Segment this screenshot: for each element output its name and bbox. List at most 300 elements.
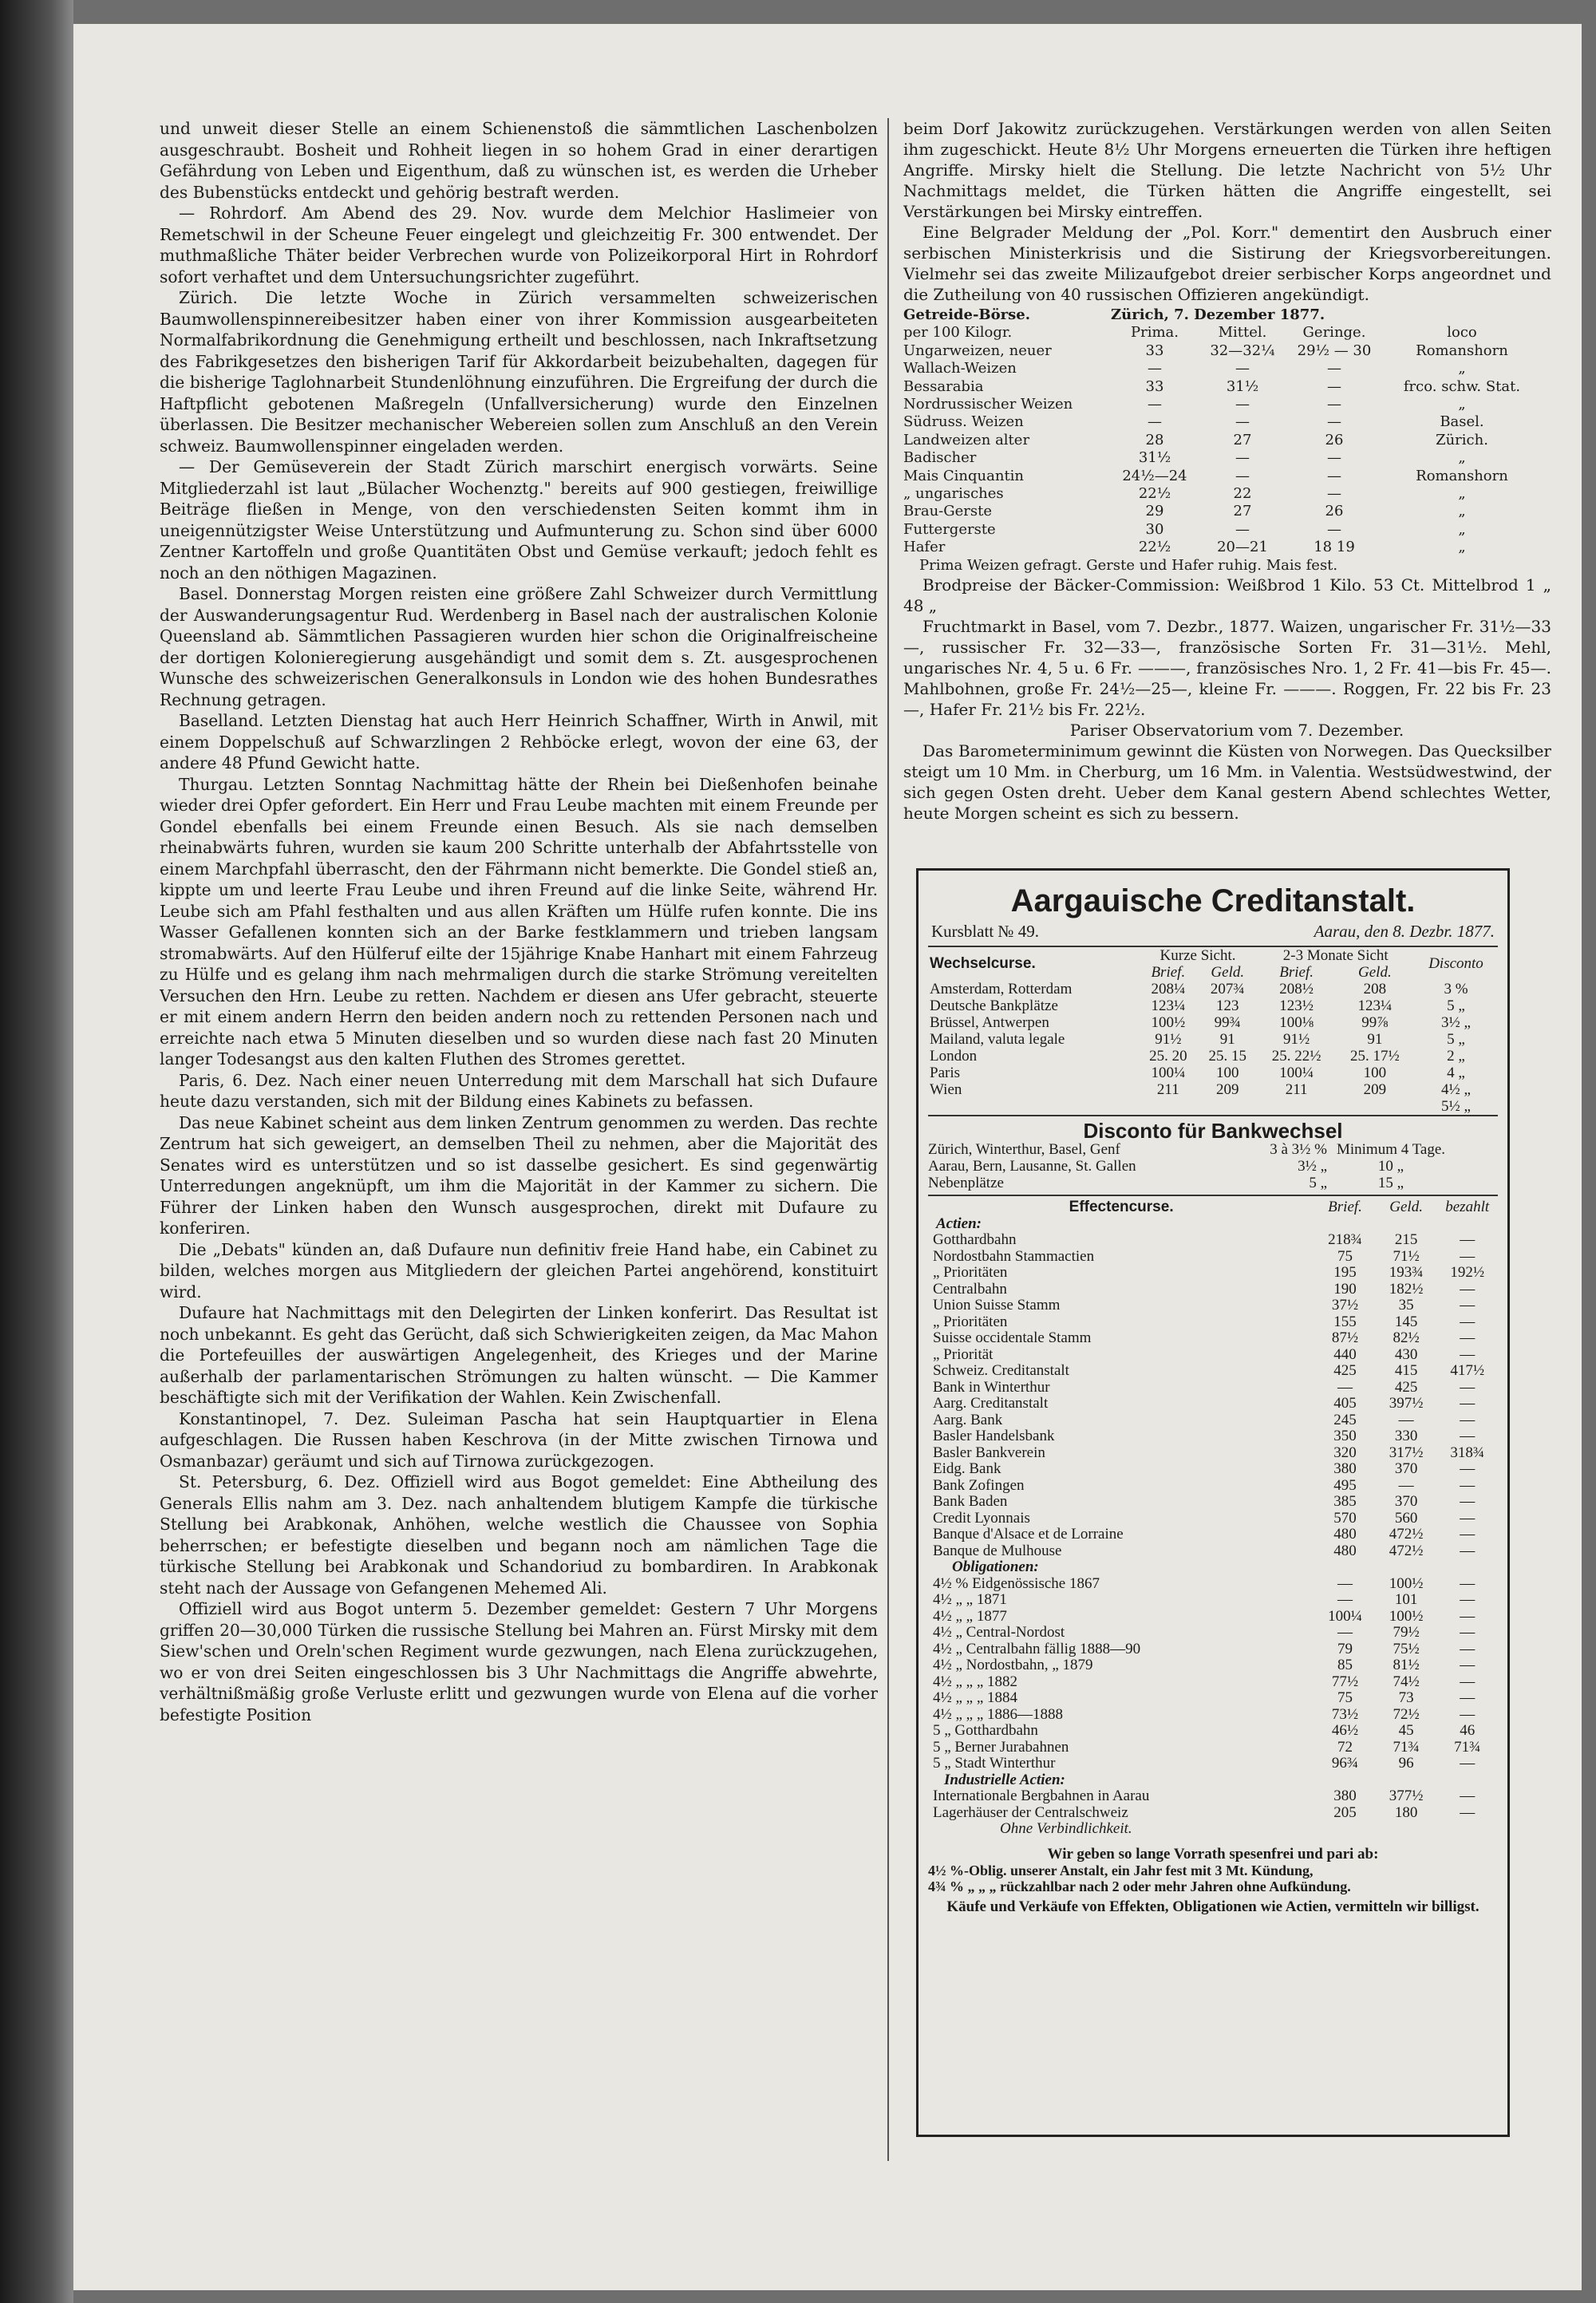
price-cell: 72: [1337, 1738, 1353, 1756]
price-cell: 480: [1333, 1542, 1357, 1559]
indust-row: [928, 1805, 1498, 1822]
market-cell: Mais Cinquantin: [903, 467, 1025, 484]
price-cell: —: [1460, 1542, 1476, 1559]
price-cell: 385: [1333, 1493, 1357, 1511]
market-cell: Wallach-Weizen: [903, 360, 1017, 377]
price-cell: 430: [1394, 1345, 1418, 1363]
market-cell: —: [1235, 449, 1250, 467]
wechsel-row: [928, 981, 1498, 997]
market-cell: 33: [1145, 342, 1164, 359]
wechsel-row: [928, 1065, 1498, 1081]
market-cell: 22: [1233, 485, 1252, 503]
price-cell: 71¾: [1393, 1738, 1420, 1756]
price-cell: 405: [1333, 1395, 1357, 1412]
price-cell: 370: [1394, 1493, 1418, 1511]
price-cell: 370: [1394, 1460, 1418, 1478]
wechsel-row: [928, 1014, 1498, 1031]
actien-row: [928, 1265, 1498, 1282]
market-cell: —: [1327, 467, 1341, 484]
price-cell: —: [1460, 1755, 1476, 1772]
oblig-row: [928, 1740, 1498, 1756]
article-paragraph: Das neue Kabinet scheint aus dem linken Zentrum genommen zu werden. Das rechte Zentrum hat sich geweigert, an demselben Theil zu nehmen, aber die Majorität des Senates wird es unterstützen und so ist dasselbe gesichert. Es sind gegenwärtig Unterredungen angeknüpft, um ihm die Majorität in der Kammer zu sichern. Die Führer der Linken haben den Wunsch ausgesprochen, direkt mit Dufaure zu konferiren.: [160, 1112, 878, 1238]
oblig-row: [928, 1723, 1498, 1740]
price-cell: 145: [1394, 1313, 1418, 1330]
actien-rows: [928, 1232, 1498, 1559]
price-cell: 425: [1333, 1362, 1357, 1380]
price-cell: 100½: [1389, 1607, 1424, 1625]
indust-title: Industrielle Actien:: [944, 1771, 1065, 1788]
brief-header: Brief.: [1151, 963, 1186, 981]
security-name: „ Prioritäten: [933, 1264, 1008, 1282]
place-name: Brüssel, Antwerpen: [930, 1013, 1049, 1031]
market-row: [903, 378, 1551, 396]
wechsel-row: [928, 1081, 1498, 1098]
price-cell: 318¾: [1450, 1444, 1485, 1461]
price-cell: 75: [1337, 1247, 1353, 1265]
rate-cell: 211: [1285, 1080, 1308, 1098]
market-cell: 26: [1325, 431, 1344, 448]
market-cell: —: [1327, 520, 1341, 538]
rate-cell: 25. 15: [1208, 1047, 1247, 1065]
market-cell: —: [1235, 360, 1250, 377]
price-cell: —: [1460, 1607, 1476, 1625]
oblig-row: [928, 1592, 1498, 1609]
price-cell: 96: [1398, 1755, 1414, 1772]
rate-cell: 3½ „: [1441, 1013, 1471, 1031]
market-date: Zürich, 7. Dezember 1877.: [1111, 306, 1325, 323]
oblig-row: [928, 1576, 1498, 1593]
actien-row: [928, 1298, 1498, 1314]
market-cell: —: [1148, 360, 1162, 377]
rate-cell: 208½: [1279, 980, 1314, 997]
price-cell: —: [1460, 1526, 1476, 1543]
market-cell: Südruss. Weizen: [903, 413, 1024, 431]
market-cell: Futtergerste: [903, 520, 996, 538]
security-name: „ Prioritäten: [933, 1313, 1008, 1330]
oblig-rows: [928, 1576, 1498, 1772]
kursblatt-number: Kursblatt № 49.: [931, 922, 1039, 941]
rate-cell: 5 „: [1447, 997, 1465, 1014]
effecten-title: Effectencurse.: [1069, 1199, 1174, 1216]
rate-cell: 3 %: [1444, 980, 1468, 997]
market-cell: 18 19: [1314, 539, 1355, 556]
disconto-rows: [928, 1141, 1498, 1191]
disconto-row: [928, 1175, 1498, 1191]
market-title: Getreide-Börse.: [903, 306, 1030, 323]
price-cell: 472½: [1389, 1526, 1424, 1543]
price-cell: 46: [1460, 1722, 1476, 1740]
price-cell: 397½: [1389, 1395, 1424, 1412]
wechsel-table: [928, 946, 1498, 1116]
security-name: 4½ „ „ „ 1882: [933, 1673, 1018, 1690]
actien-row: [928, 1249, 1498, 1266]
divider: [928, 1195, 1498, 1196]
rate-cell: 123½: [1279, 997, 1314, 1014]
price-cell: 75½: [1393, 1640, 1420, 1657]
price-cell: 82½: [1393, 1329, 1420, 1347]
rate-cell: 100¼: [1279, 1064, 1314, 1081]
market-cell: 27: [1233, 503, 1252, 520]
wechsel-row: [928, 1031, 1498, 1048]
security-name: Eidg. Bank: [933, 1460, 1001, 1478]
price-cell: 73½: [1331, 1705, 1359, 1723]
footer-line: Wir geben so lange Vorrath spesenfrei und pari ab:: [1047, 1845, 1379, 1863]
market-cell: —: [1327, 396, 1341, 413]
wechsel-row: [928, 997, 1498, 1014]
article-paragraph: Fruchtmarkt in Basel, vom 7. Dezbr., 1877. Waizen, ungarischer Fr. 31½—33—, russischer Fr. 32—33—, französische Sorten Fr. 31—31½. Mehl, ungarisches Nr. 4, 5 u. 6 Fr. ———, französisches Nro. 1, 2 Fr. 41—bis Fr. 45—. Mahlbohnen, große Fr. 24½—25—, kleine Fr. ———. Roggen, Fr. 22 bis Fr. 23—, Hafer Fr. 21½ bis Fr. 22½.: [903, 617, 1551, 720]
price-cell: 73: [1398, 1689, 1414, 1707]
price-cell: —: [1460, 1329, 1476, 1347]
article-paragraph: Thurgau. Letzten Sonntag Nachmittag hätte der Rhein bei Dießenhofen beinahe wieder drei Opfer gefordert. Ein Herr und Frau Leube machten mit einem Freunde per Gondel ebenfalls bei einem Freunde einen Besuch. Als sie nach demselben rheinabwärts fuhren, wurden sie kaum 200 Schritte unterhalb der Abfahrtsstelle von einem Marchpfahl überrascht, den der Fährmann nicht bemerkte. Die Gondel stieß an, kippte um und leerte Frau Leube und ihren Freund auf die linke Seite, während Hr. Leube sich am Pfahl festhalten und aus allen Kräften um Hülfe rufen konnte. Die ins Wasser Gefallenen konnten sich an der Barke festklammern und trieben langsam stromabwärts. Auf den Hülferuf eilte der 15jährige Knabe Hanhart mit einem Fahrzeug zu Hülfe und es gelang ihm nach mehrmaligen durch die starke Strömung vereitelten Versuchen den Hrn. Leube zu retten. Nachdem er diesen ans Ufer gebracht, steuerte er mit einem andern Herrn den beiden andern noch zu rettenden Personen nach und erreichte nach etwa 5 Minuten dieselben und so wurden diese nach fast 20 Minuten langer Todesangst aus den kalten Fluthen des Stromes gerettet.: [160, 774, 878, 1069]
market-cell: —: [1327, 449, 1341, 467]
disconto-cell: 3 à 3½ %: [1270, 1141, 1327, 1159]
actien-title: Actien:: [936, 1215, 982, 1232]
market-cell: 24½—24: [1122, 467, 1187, 484]
actien-row: [928, 1445, 1498, 1462]
disconto-cell: 3½ „: [1298, 1158, 1327, 1175]
actien-row: [928, 1412, 1498, 1429]
price-cell: —: [1337, 1378, 1353, 1396]
price-cell: 377½: [1389, 1787, 1424, 1805]
oblig-row: [928, 1690, 1498, 1707]
price-cell: —: [1460, 1313, 1476, 1330]
price-cell: 245: [1333, 1411, 1357, 1428]
price-cell: —: [1460, 1803, 1476, 1821]
rate-cell: 123¼: [1151, 997, 1186, 1014]
security-name: 4½ „ Centralbahn fällig 1888—90: [933, 1640, 1141, 1657]
price-cell: 81½: [1393, 1657, 1420, 1674]
market-row: [903, 396, 1551, 413]
actien-row: [928, 1543, 1498, 1560]
price-cell: 79½: [1393, 1624, 1420, 1641]
rate-cell: 91: [1367, 1030, 1383, 1048]
rate-cell: 123: [1216, 997, 1239, 1014]
market-row: [903, 468, 1551, 485]
market-cell: —: [1327, 413, 1341, 431]
rate-cell: 91½: [1282, 1030, 1310, 1048]
price-cell: 417½: [1450, 1362, 1485, 1380]
security-name: 4½ „ „ „ 1884: [933, 1689, 1018, 1707]
price-cell: —: [1460, 1657, 1476, 1674]
col-mittel: Mittel.: [1218, 324, 1267, 342]
price-cell: 74½: [1393, 1673, 1420, 1690]
market-row: [903, 449, 1551, 467]
price-cell: —: [1398, 1411, 1414, 1428]
price-cell: 317½: [1389, 1444, 1424, 1461]
disconto-cell: 10 „: [1377, 1158, 1404, 1175]
rate-cell: 209: [1363, 1080, 1387, 1098]
market-cell: Badischer: [903, 449, 977, 467]
rate-cell: 25. 22½: [1271, 1047, 1321, 1065]
market-cell: 33: [1145, 377, 1164, 395]
ohne-verbindlichkeit: Ohne Verbindlichkeit.: [1000, 1820, 1132, 1838]
brief-header: Brief.: [1279, 963, 1314, 981]
col-geringe: Geringe.: [1302, 324, 1366, 342]
place-name: Amsterdam, Rotterdam: [930, 980, 1073, 997]
disconto-cell: Aarau, Bern, Lausanne, St. Gallen: [928, 1158, 1136, 1175]
actien-row: [928, 1380, 1498, 1396]
kurze-sicht-header: Kurze Sicht.: [1159, 946, 1236, 964]
market-cell: 30: [1145, 520, 1164, 538]
price-cell: 193¾: [1389, 1264, 1424, 1282]
price-cell: —: [1460, 1640, 1476, 1657]
security-name: Aarg. Creditanstalt: [933, 1395, 1049, 1412]
market-cell: Romanshorn: [1416, 342, 1508, 359]
market-cell: —: [1327, 360, 1341, 377]
article-paragraph: Brodpreise der Bäcker-Commission: Weißbrod 1 Kilo. 53 Ct. Mittelbrod 1 „ 48 „: [903, 575, 1551, 616]
grain-market-table: [903, 306, 1551, 575]
disconto-cell: Nebenplätze: [928, 1175, 1004, 1192]
security-name: 5 „ Berner Jurabahnen: [933, 1738, 1069, 1756]
market-cell: 22½: [1138, 485, 1171, 503]
market-cell: Bessarabia: [903, 377, 984, 395]
price-cell: 415: [1394, 1362, 1418, 1380]
market-cell: 20—21: [1217, 539, 1268, 556]
market-header: [903, 306, 1551, 324]
price-cell: 155: [1333, 1313, 1357, 1330]
price-cell: —: [1460, 1673, 1476, 1690]
market-cell: 29½ — 30: [1297, 342, 1372, 359]
market-rows: [903, 342, 1551, 557]
price-cell: —: [1460, 1493, 1476, 1511]
security-name: Gotthardbahn: [933, 1231, 1017, 1249]
rate-cell: 100: [1216, 1064, 1239, 1081]
actien-row: [928, 1461, 1498, 1478]
article-paragraph: Das Barometerminimum gewinnt die Küsten von Norwegen. Das Quecksilber steigt um 10 Mm. in Cherburg, um 16 Mm. in Valentia. Westsüdwestwind, der sich gegen Osten dreht. Ueber dem Kanal gestern Abend schlechtes Wetter, heute Morgen scheint es sich zu bessern.: [903, 741, 1551, 824]
rate-cell: 123¼: [1357, 997, 1393, 1014]
rate-cell: 100½: [1151, 1013, 1186, 1031]
price-cell: —: [1460, 1460, 1476, 1478]
market-cell: —: [1235, 413, 1250, 431]
price-cell: —: [1337, 1591, 1353, 1609]
market-cell: 29: [1145, 503, 1164, 520]
price-cell: 425: [1394, 1378, 1418, 1396]
col-prima: Prima.: [1131, 324, 1179, 342]
disconto-row: [928, 1141, 1498, 1158]
security-name: Credit Lyonnais: [933, 1509, 1030, 1527]
rate-cell: 25. 20: [1149, 1047, 1187, 1065]
rate-cell: 4½ „: [1441, 1080, 1471, 1098]
security-name: Banque de Mulhouse: [933, 1542, 1062, 1559]
article-paragraph: Konstantinopel, 7. Dez. Suleiman Pascha hat sein Hauptquartier in Elena aufgeschlagen. Die Russen haben Keschrova (in der Mitte zwischen Tirnowa und Osmanbazar) geräumt und sich auf Tirnowa zurückgezogen.: [160, 1408, 878, 1471]
rate-cell: 209: [1216, 1080, 1239, 1098]
price-cell: 79: [1337, 1640, 1353, 1657]
security-name: Schweiz. Creditanstalt: [933, 1362, 1069, 1380]
security-name: Bank Zofingen: [933, 1476, 1025, 1494]
market-cell: „: [1458, 396, 1466, 413]
col-loco: loco: [1447, 324, 1477, 342]
price-cell: 72½: [1393, 1705, 1420, 1723]
ad-title: Aargauische Creditanstalt.: [1010, 883, 1416, 918]
place-name: London: [930, 1047, 978, 1065]
price-cell: 180: [1394, 1803, 1418, 1821]
article-paragraph: St. Petersburg, 6. Dez. Offiziell wird aus Bogot gemeldet: Eine Abtheilung des Generals Ellis nahm am 3. Dez. nach anhaltendem blutigem Kampfe die türkische Stellung bei Arabkonak, Anhöhen, welche westlich die Chaussee von Sophia beherrschen; er befestigte dieselben und begann noch am nämlichen Tage die türkische Stellung bei Arabkonak und Schandoriud zu bombardiren. In Arabkonak steht nach der Aussage von Gefangenen Mehemed Ali.: [160, 1472, 878, 1598]
price-cell: —: [1460, 1591, 1476, 1609]
price-cell: —: [1460, 1509, 1476, 1527]
security-name: 4½ „ Nordostbahn, „ 1879: [933, 1657, 1093, 1674]
left-column: [160, 118, 878, 2289]
place-name: Mailand, valuta legale: [930, 1030, 1065, 1048]
price-cell: —: [1460, 1231, 1476, 1249]
market-row: [903, 503, 1551, 520]
market-cell: „: [1458, 485, 1466, 503]
market-row: [903, 485, 1551, 503]
market-cell: 31½: [1226, 377, 1259, 395]
market-cell: —: [1327, 485, 1341, 503]
market-cell: „: [1458, 360, 1466, 377]
market-cell: „: [1458, 449, 1466, 467]
oblig-row: [928, 1674, 1498, 1691]
market-note: Prima Weizen gefragt. Gerste und Hafer ruhig. Mais fest.: [919, 556, 1338, 574]
market-cell: 28: [1145, 431, 1164, 448]
market-cell: —: [1148, 413, 1162, 431]
article-paragraph: und unweit dieser Stelle an einem Schienenstoß die sämmtlichen Laschenbolzen ausgeschraubt. Bosheit und Rohheit liegen in so hohem Grad in einer derartigen Gefährdung von Leben und Eigenthum, daß zu wünschen ist, es werden die Urheber des Bubenstücks entdeckt und gehörig bestraft werden.: [160, 119, 878, 202]
price-cell: 195: [1333, 1264, 1357, 1282]
market-cell: —: [1327, 377, 1341, 395]
actien-row: [928, 1282, 1498, 1298]
price-cell: 100½: [1389, 1574, 1424, 1592]
actien-row: [928, 1478, 1498, 1495]
market-row: [903, 539, 1551, 556]
price-cell: 320: [1333, 1444, 1357, 1461]
price-cell: —: [1460, 1395, 1476, 1412]
geld-header: Geld.: [1389, 1199, 1423, 1216]
price-cell: —: [1460, 1280, 1476, 1298]
indust-rows: [928, 1788, 1498, 1821]
article-paragraph: Baselland. Letzten Dienstag hat auch Herr Heinrich Schaffner, Wirth in Anwil, mit einem Doppelschuß auf Schwarzlingen 2 Rehböcke erlegt, wovon der eine 63, der andere 48 Pfund Gewicht hatte.: [160, 711, 878, 772]
market-cell: 31½: [1138, 449, 1171, 467]
price-cell: —: [1460, 1574, 1476, 1592]
rate-cell: 91: [1219, 1030, 1235, 1048]
place-name: Paris: [930, 1064, 960, 1081]
price-cell: 46½: [1331, 1722, 1359, 1740]
security-name: Internationale Bergbahnen in Aarau: [933, 1787, 1150, 1805]
rate-cell: 100¼: [1151, 1064, 1186, 1081]
market-cell: „: [1458, 503, 1466, 520]
security-name: Banque d'Alsace et de Lorraine: [933, 1526, 1124, 1543]
wechsel-rows: [928, 981, 1498, 1098]
price-cell: 472½: [1389, 1542, 1424, 1559]
oblig-title: Obligationen:: [952, 1558, 1039, 1576]
security-name: 5 „ Gotthardbahn: [933, 1722, 1038, 1740]
rate-cell: 208: [1363, 980, 1387, 997]
effecten-table: [928, 1199, 1498, 1838]
oblig-row: [928, 1707, 1498, 1724]
creditanstalt-advertisement: [916, 868, 1510, 2137]
market-cell: „ ungarisches: [903, 485, 1004, 503]
rate-cell: 207¾: [1210, 980, 1245, 997]
market-cell: „: [1458, 539, 1466, 556]
security-name: Nordostbahn Stammactien: [933, 1247, 1095, 1265]
security-name: Basler Handelsbank: [933, 1428, 1055, 1445]
article-paragraph: Zürich. Die letzte Woche in Zürich versammelten schweizerischen Baumwollenspinnereibesitzer haben einer von ihrer Kommission ausgearbeiteten Normalfabrikordnung die Genehmigung ertheilt und beschlossen, nach Inkraftsetzung des Fabrikgesetzes den bisherigen Tarif für Akkordarbeit beizubehalten, dagegen für die bisherige Taglohnarbeit Stundenlöhnung einzuführen. Die Ergreifung der durch die Haftpflicht gebotenen Maßregeln (Unfallversicherung) wurde den Einzelnen überlassen. Die Besitzer mechanischer Webereien sollen zum Anschluß an den Verein schweiz. Baumwollenspinner eingeladen werden.: [160, 288, 878, 456]
article-paragraph: — Der Gemüseverein der Stadt Zürich marschirt energisch vorwärts. Seine Mitgliederzahl ist laut „Bülacher Wochenztg." bereits auf 900 gestiegen, freiwillige Beiträge fließen in Menge, von den verschiedensten Seiten kommt ihm in uneigennützigster Weise Unterstützung und Aufmunterung zu. Schon sind über 6000 Zentner Kartoffeln und große Quantitäten Obst und Gemüse verkauft; jedoch fehlt es noch an den nöthigen Magazinen.: [160, 457, 878, 583]
market-cell: —: [1235, 520, 1250, 538]
security-name: Lagerhäuser der Centralschweiz: [933, 1803, 1128, 1821]
market-cell: Zürich.: [1436, 431, 1488, 448]
market-cell: Brau-Gerste: [903, 503, 992, 520]
price-cell: 96¾: [1331, 1755, 1359, 1772]
security-name: 4½ „ „ 1877: [933, 1607, 1007, 1625]
security-name: 4½ % Eidgenössische 1867: [933, 1574, 1100, 1592]
price-cell: —: [1460, 1705, 1476, 1723]
actien-row: [928, 1527, 1498, 1543]
rate-cell: 25. 17½: [1349, 1047, 1400, 1065]
actien-row: [928, 1363, 1498, 1380]
rate-cell: 2 „: [1447, 1047, 1465, 1065]
security-name: Suisse occidentale Stamm: [933, 1329, 1092, 1347]
price-cell: 215: [1394, 1231, 1418, 1249]
bezahlt-header: bezahlt: [1445, 1199, 1490, 1216]
market-cell: —: [1235, 467, 1250, 484]
market-row: [903, 342, 1551, 360]
actien-row: [928, 1232, 1498, 1249]
disconto-title: Disconto für Bankwechsel: [1083, 1118, 1343, 1143]
disconto-cell: Minimum 4 Tage.: [1336, 1141, 1446, 1159]
market-cell: 22½: [1138, 539, 1171, 556]
market-cell: Ungarweizen, neuer: [903, 342, 1052, 359]
price-cell: —: [1460, 1624, 1476, 1641]
price-cell: —: [1337, 1574, 1353, 1592]
actien-row: [928, 1314, 1498, 1331]
price-cell: 100¼: [1328, 1607, 1362, 1625]
price-cell: —: [1460, 1689, 1476, 1707]
actien-row: [928, 1511, 1498, 1527]
market-cell: 26: [1325, 503, 1344, 520]
price-cell: 218¾: [1328, 1231, 1362, 1249]
price-cell: 350: [1333, 1428, 1357, 1445]
oblig-row: [928, 1609, 1498, 1626]
actien-row: [928, 1494, 1498, 1511]
price-cell: —: [1460, 1411, 1476, 1428]
rate-cell: 5 „: [1447, 1030, 1465, 1048]
place-name: Deutsche Bankplätze: [930, 997, 1058, 1014]
market-row: [903, 413, 1551, 431]
article-paragraph: — Rohrdorf. Am Abend des 29. Nov. wurde dem Melchior Haslimeier von Remetschwil in der Scheune Feuer eingelegt und gleichzeitig Fr. 300 entwendet. Der muthmaßliche Thäter beider Verbrechen wurde von Polizeikorporal Hirt in Rohrdorf sofort verhaftet und dem Untersuchungsrichter zugeführt.: [160, 203, 878, 286]
wechsel-row: [928, 1048, 1498, 1065]
disconto-cell: 5 „: [1309, 1175, 1327, 1192]
oblig-row: [928, 1756, 1498, 1772]
disconto-value: 5½ „: [1441, 1097, 1471, 1115]
price-cell: 380: [1333, 1787, 1357, 1805]
disconto-header: Disconto: [1428, 955, 1483, 973]
disconto-cell: Zürich, Winterthur, Basel, Genf: [928, 1141, 1120, 1159]
price-cell: 71½: [1393, 1247, 1420, 1265]
price-cell: 330: [1394, 1428, 1418, 1445]
disconto-cell: 15 „: [1377, 1175, 1404, 1192]
security-name: Union Suisse Stamm: [933, 1297, 1061, 1314]
footer-line: 4½ %-Oblig. unserer Anstalt, ein Jahr fest mit 3 Mt. Kündung,: [928, 1862, 1314, 1878]
price-cell: 205: [1333, 1803, 1357, 1821]
market-cell: frco. schw. Stat.: [1403, 377, 1521, 395]
price-cell: 77½: [1331, 1673, 1359, 1690]
price-cell: —: [1398, 1476, 1414, 1494]
rate-cell: 208¼: [1151, 980, 1186, 997]
monate-sicht-header: 2-3 Monate Sicht: [1282, 946, 1389, 964]
oblig-row: [928, 1641, 1498, 1658]
rate-cell: 4 „: [1447, 1064, 1465, 1081]
oblig-row: [928, 1657, 1498, 1674]
place-date: Aarau, den 8. Dezbr. 1877.: [1314, 922, 1495, 941]
security-name: 4½ „ „ 1871: [933, 1591, 1007, 1609]
actien-row: [928, 1330, 1498, 1347]
market-cell: —: [1235, 396, 1250, 413]
price-cell: —: [1460, 1345, 1476, 1363]
column-rule: [887, 118, 889, 2161]
article-paragraph: Pariser Observatorium vom 7. Dezember.: [1069, 721, 1404, 741]
price-cell: —: [1460, 1787, 1476, 1805]
article-paragraph: Eine Belgrader Meldung der „Pol. Korr." dementirt den Ausbruch einer serbischen Ministerkrisis und die Sistirung der Kriegsvorbereitungen. Vielmehr sei das zweite Milizaufgebot dreier serbischer Korps angeordnet und die Zutheilung von 40 russischen Offizieren angekündigt.: [903, 223, 1551, 304]
